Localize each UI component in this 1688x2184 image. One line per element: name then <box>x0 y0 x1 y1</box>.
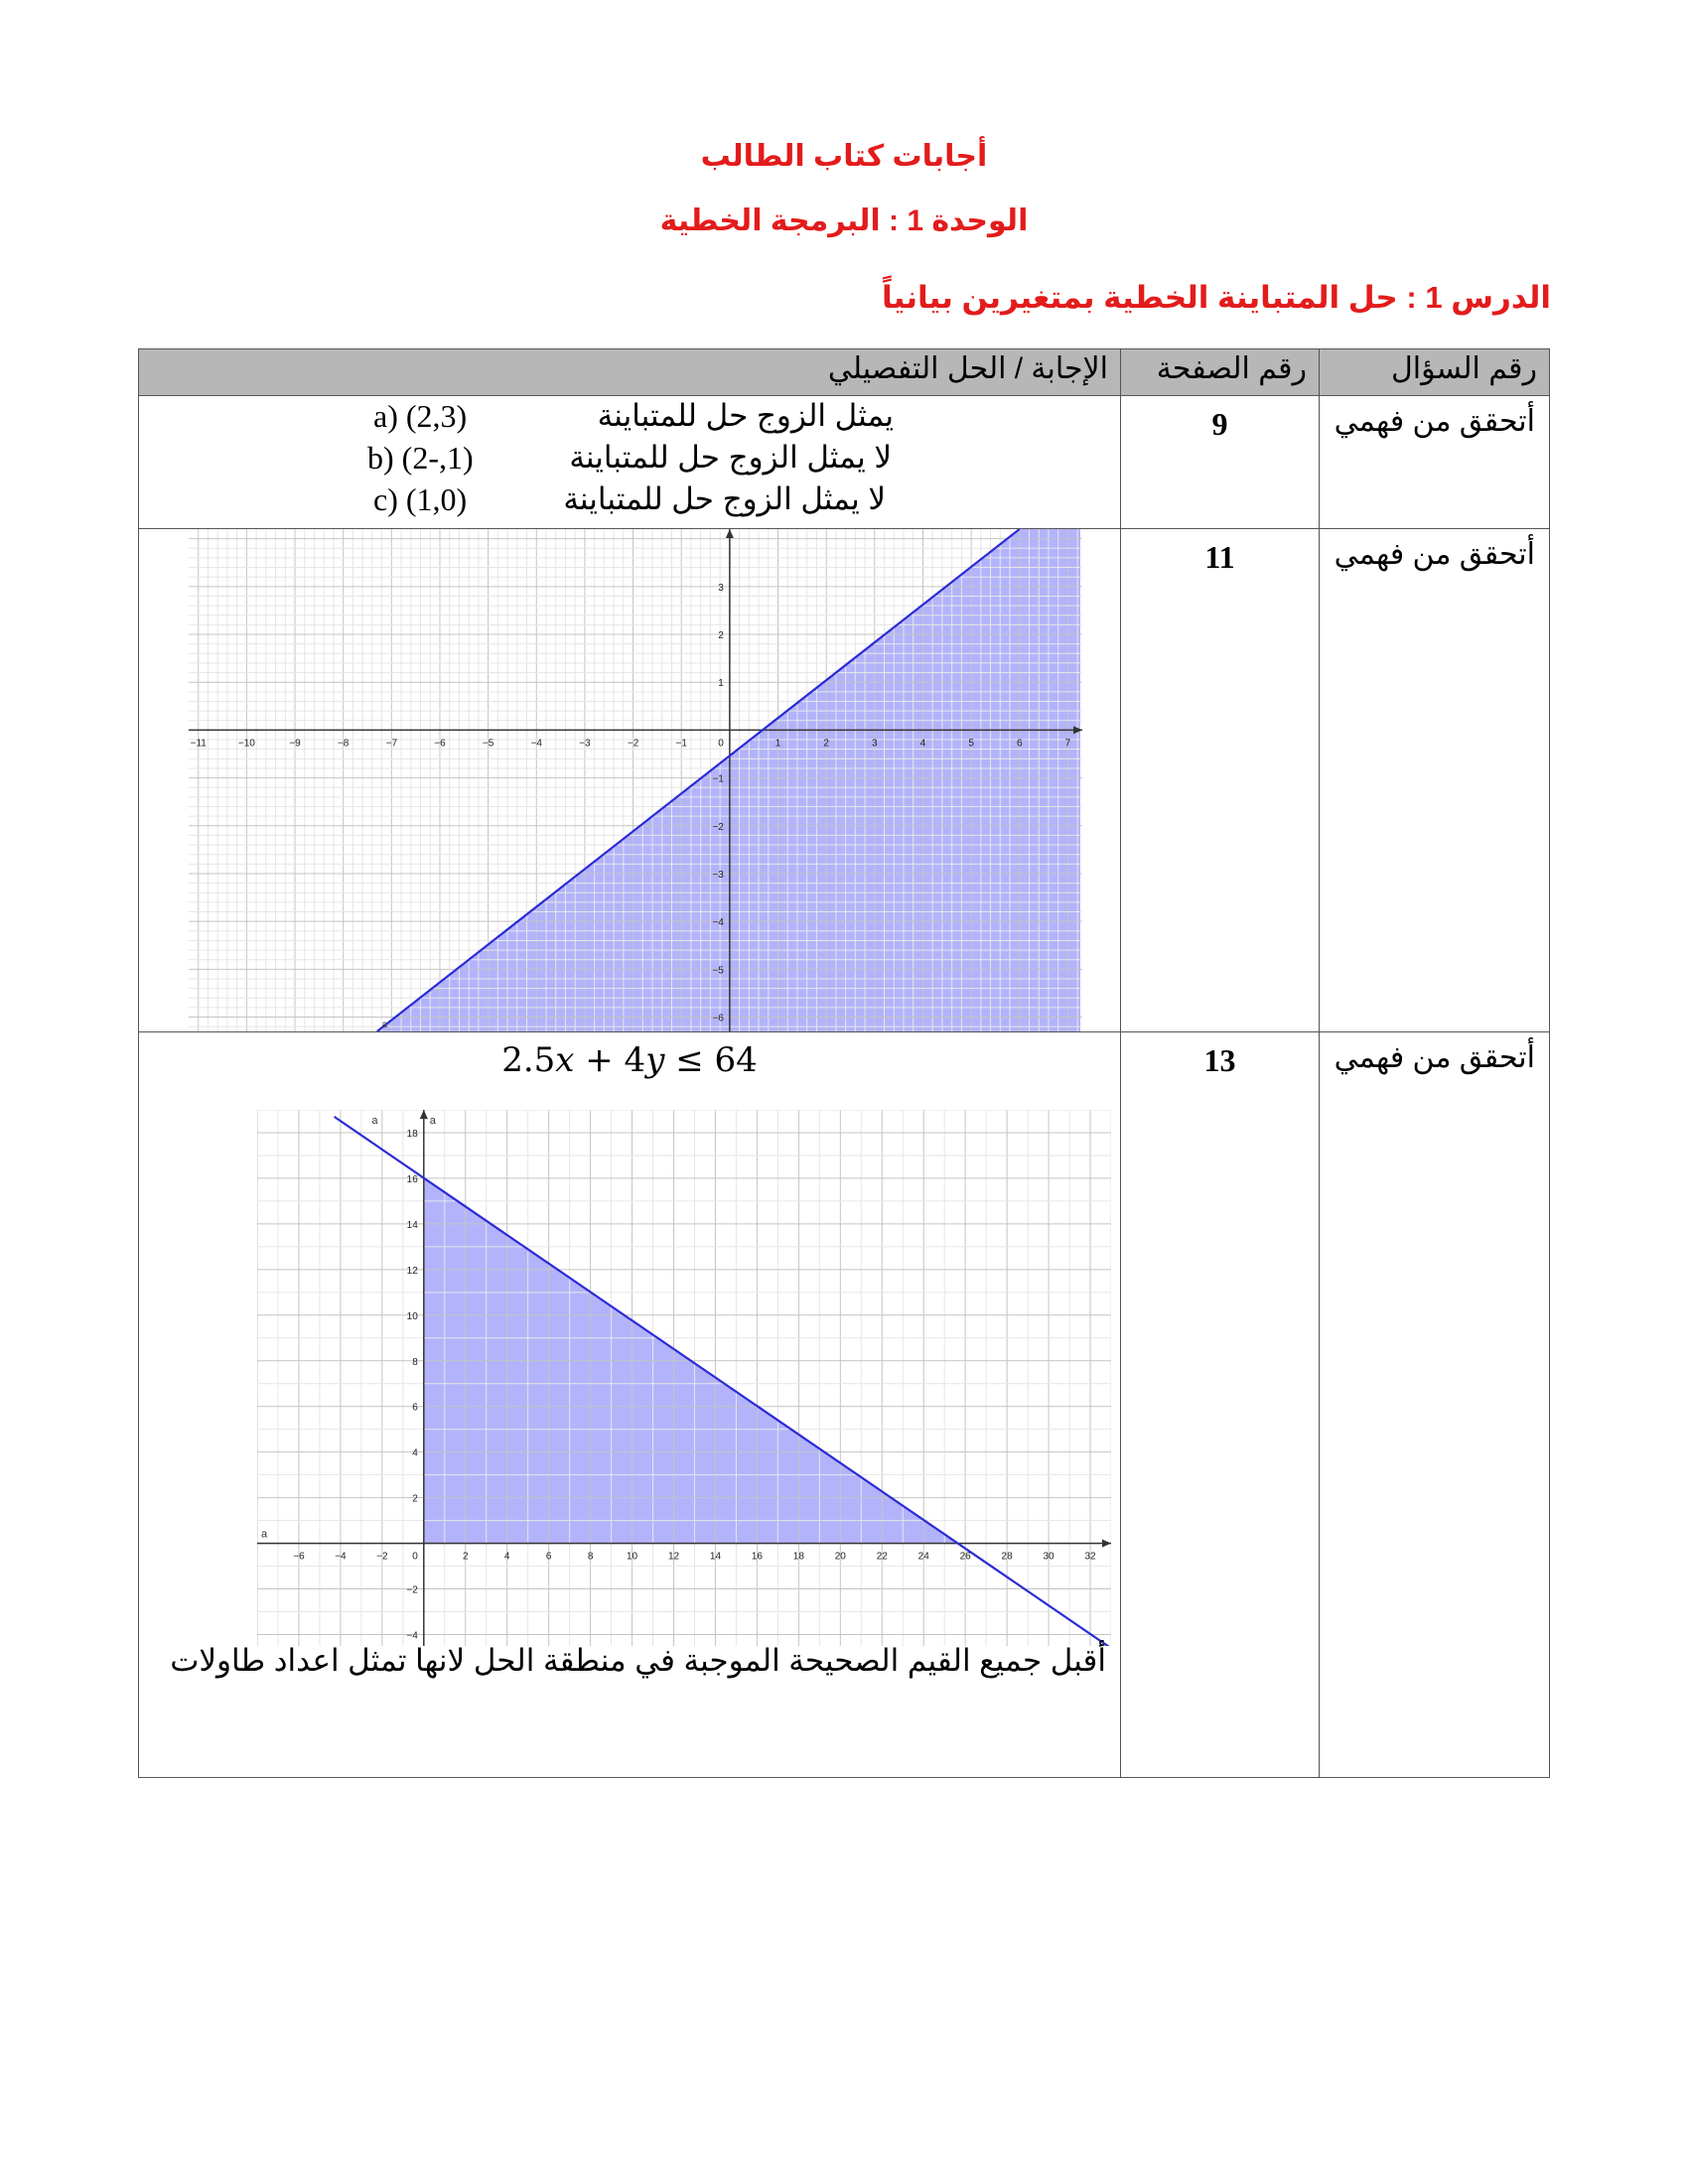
page-cell: 9 <box>1121 396 1320 529</box>
x-tick-label: 24 <box>917 1551 929 1563</box>
x-tick-label: −2 <box>376 1551 388 1563</box>
answers-table <box>138 348 1550 1778</box>
line-label: a <box>381 1020 388 1030</box>
x-tick-label: −8 <box>337 738 350 750</box>
x-tick-label: 12 <box>667 1551 680 1563</box>
solution-note: أقبل جميع القيم الصحيحة الموجبة في منطقة الحل لانها تمثل اعداد طاولات <box>170 1643 1106 1678</box>
x-tick-label: −4 <box>530 738 542 750</box>
header-page: رقم الصفحة <box>1121 349 1320 396</box>
y-tick-label: −5 <box>712 965 724 977</box>
inequality-equation: 2.5x + 4y ≤ 64 <box>501 1040 758 1080</box>
x-tick-label: 18 <box>792 1551 804 1563</box>
y-tick-label: −4 <box>712 917 724 929</box>
y-tick-label: 16 <box>406 1173 418 1185</box>
y-tick-label: −1 <box>712 773 724 785</box>
y-axis-label: a <box>429 1115 436 1127</box>
y-tick-label: 2 <box>412 1493 418 1505</box>
y-tick-label: 6 <box>412 1402 418 1414</box>
page-cell: 11 <box>1121 529 1320 1032</box>
x-tick-label: 2 <box>823 738 829 750</box>
x-tick-label: 16 <box>751 1551 763 1563</box>
x-axis-label: a <box>261 1528 268 1541</box>
x-tick-label: 2 <box>462 1551 469 1563</box>
y-tick-label: 2 <box>718 630 724 642</box>
line-label: a <box>371 1115 378 1127</box>
header-answer: الإجابة / الحل التفصيلي <box>139 349 1121 396</box>
x-tick-label: 7 <box>1064 738 1071 750</box>
x-tick-label: 32 <box>1084 1551 1096 1563</box>
table-header-row <box>139 349 1550 396</box>
document-title: أجابات كتاب الطالب <box>700 140 988 173</box>
x-tick-label: 1 <box>774 738 781 750</box>
x-tick-label: 6 <box>1016 738 1023 750</box>
y-tick-label: 10 <box>406 1310 418 1322</box>
x-tick-label: 5 <box>968 738 974 750</box>
item-label: c) (1,0) <box>373 481 468 517</box>
y-tick-label: −4 <box>406 1630 418 1642</box>
y-tick-label: −3 <box>712 869 724 881</box>
unit-title: الوحدة 1 : البرمجة الخطية <box>659 205 1029 237</box>
x-tick-label: 3 <box>872 738 878 750</box>
table-row <box>139 529 1550 1032</box>
y-tick-label: 18 <box>406 1128 418 1140</box>
y-tick-label: 8 <box>412 1356 418 1368</box>
x-tick-label: −4 <box>335 1551 347 1563</box>
origin-label: 0 <box>718 738 724 750</box>
y-tick-label: 1 <box>718 678 724 690</box>
x-tick-label: −5 <box>482 738 494 750</box>
x-axis-arrow <box>1102 1540 1111 1548</box>
x-tick-label: −3 <box>579 738 591 750</box>
inequality-graph-2 <box>257 1110 1111 1646</box>
y-tick-label: −6 <box>712 1013 724 1024</box>
lesson-title: الدرس 1 : حل المتباينة الخطية بمتغيرين بيانياً <box>882 280 1551 315</box>
item-label: a) (2,3) <box>373 398 468 434</box>
table-row <box>139 1032 1550 1778</box>
x-tick-label: 4 <box>503 1551 510 1563</box>
x-tick-label: 26 <box>959 1551 971 1563</box>
item-text: لا يمثل الزوج حل للمتباينة <box>569 440 892 475</box>
x-tick-label: −11 <box>190 738 207 750</box>
x-tick-label: 8 <box>587 1551 594 1563</box>
x-tick-label: 4 <box>919 738 926 750</box>
answer-cell <box>139 529 1121 1032</box>
x-tick-label: 28 <box>1001 1551 1013 1563</box>
table-row <box>139 396 1550 529</box>
x-tick-label: −6 <box>293 1551 305 1563</box>
item-label: b) (2-,1) <box>367 440 474 476</box>
x-tick-label: 22 <box>876 1551 888 1563</box>
x-tick-label: −2 <box>627 738 639 750</box>
y-tick-label: 4 <box>412 1447 418 1459</box>
question-cell: أتحقق من فهمي <box>1320 529 1550 1032</box>
question-cell: أتحقق من فهمي <box>1320 1032 1550 1778</box>
answer-cell <box>139 1032 1121 1778</box>
y-tick-label: 12 <box>406 1265 418 1277</box>
y-axis-arrow <box>420 1110 428 1119</box>
item-text: يمثل الزوج حل للمتباينة <box>597 398 894 433</box>
x-tick-label: 6 <box>545 1551 552 1563</box>
answer-cell <box>139 396 1121 529</box>
x-tick-label: −9 <box>289 738 301 750</box>
y-tick-label: −2 <box>712 821 724 833</box>
x-tick-label: 20 <box>834 1551 846 1563</box>
header-question: رقم السؤال <box>1320 349 1550 396</box>
x-tick-label: −7 <box>385 738 398 750</box>
y-tick-label: −2 <box>406 1584 418 1596</box>
y-tick-label: 3 <box>718 582 724 594</box>
item-text: لا يمثل الزوج حل للمتباينة <box>563 481 886 516</box>
y-axis-arrow <box>726 529 734 538</box>
origin-label: 0 <box>412 1551 418 1563</box>
page-cell: 13 <box>1121 1032 1320 1778</box>
question-cell: أتحقق من فهمي <box>1320 396 1550 529</box>
x-tick-label: −6 <box>434 738 446 750</box>
x-tick-label: −10 <box>237 738 255 750</box>
x-tick-label: 10 <box>626 1551 638 1563</box>
solution-region <box>377 529 1080 1031</box>
x-tick-label: 30 <box>1043 1551 1055 1563</box>
y-tick-label: 14 <box>406 1219 418 1231</box>
inequality-graph-1 <box>189 529 1082 1031</box>
x-tick-label: 14 <box>709 1551 722 1563</box>
x-tick-label: −1 <box>675 738 687 750</box>
